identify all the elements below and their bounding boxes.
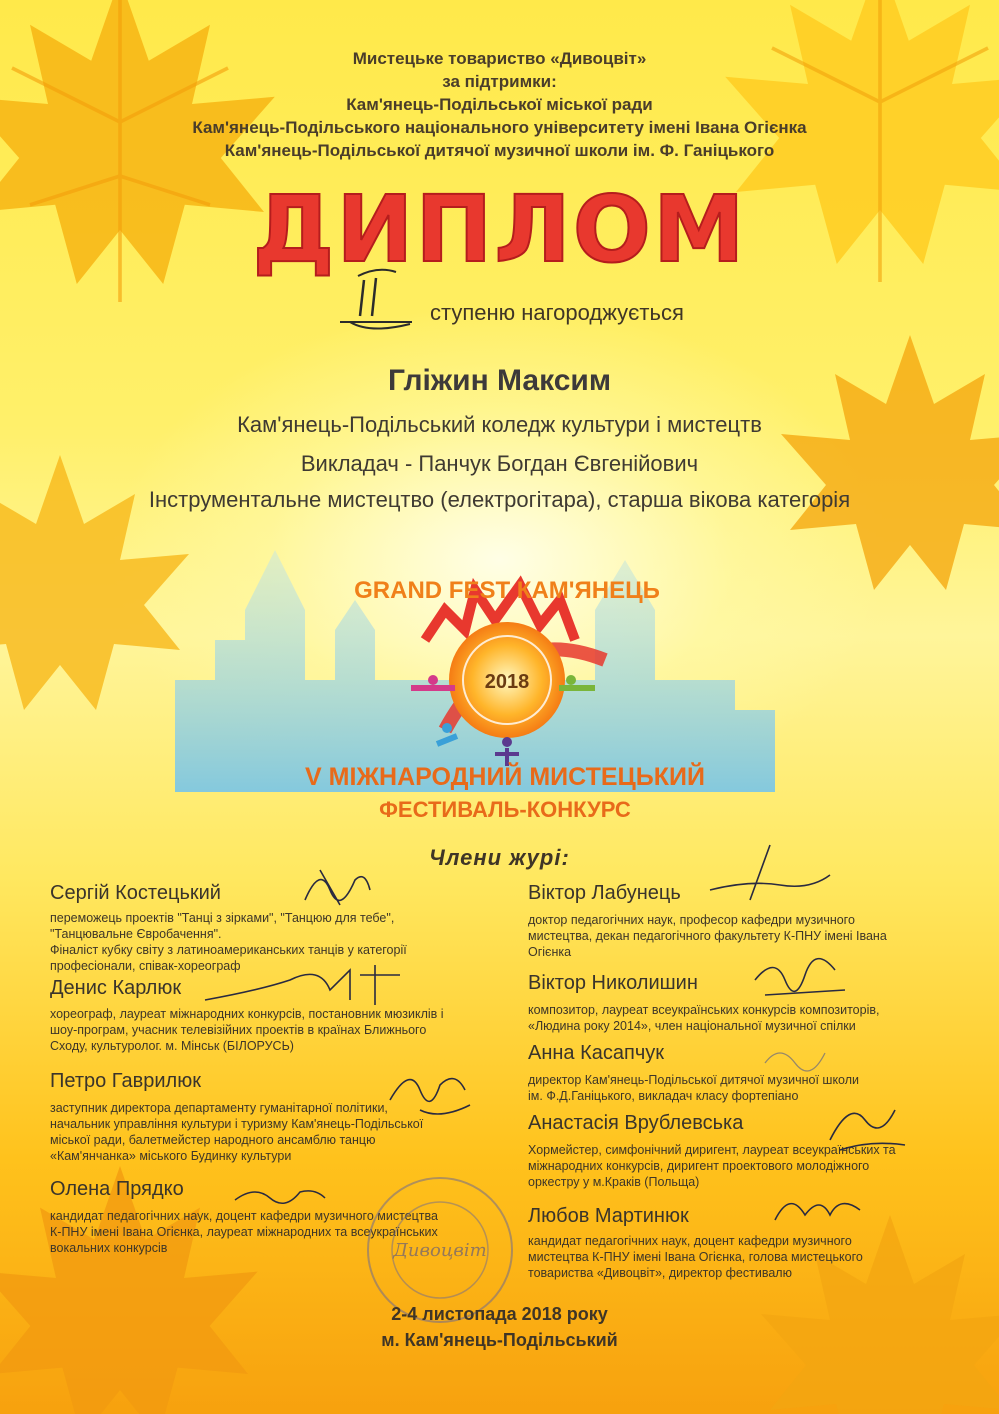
university-line: Кам'янець-Подільського національного університету імені Івана Огієнка bbox=[192, 118, 807, 137]
jury-desc-line: кандидат педагогічних наук, доцент кафедри музичного мистецтва bbox=[50, 1209, 438, 1223]
signature-icon bbox=[380, 1060, 480, 1120]
signature-icon bbox=[230, 1180, 330, 1210]
jury-desc-line: професіонали, співак-хореограф bbox=[50, 959, 241, 973]
jury-name: Сергій Костецький bbox=[50, 882, 221, 904]
jury-name: Анастасія Врублевська bbox=[528, 1112, 744, 1134]
event-date: 2-4 листопада 2018 року bbox=[391, 1304, 608, 1324]
jury-desc-line: мистецтва К-ПНУ імені Івана Огієнка, голова мистецького bbox=[528, 1250, 863, 1264]
festival-logo bbox=[175, 530, 835, 840]
jury-name: Любов Мартинюк bbox=[528, 1205, 689, 1227]
signature-icon bbox=[200, 960, 420, 1010]
jury-desc-line: доктор педагогічних наук, професор кафедри музичного bbox=[528, 913, 855, 927]
signature-icon bbox=[770, 1185, 870, 1230]
jury-desc-line: К-ПНУ імені Івана Огієнка, лауреат міжнародних та всеукраїнських bbox=[50, 1225, 438, 1239]
jury-desc-line: міжнародних конкурсів, диригент проектового молодіжного bbox=[528, 1159, 870, 1173]
jury-desc-line: товариства «Дивоцвіт», директор фестивалю bbox=[528, 1266, 792, 1280]
svg-text:Дивоцвіт: Дивоцвіт bbox=[393, 1240, 487, 1261]
laureate-category: Інструментальне мистецтво (електрогітара), старша вікова категорія bbox=[148, 487, 851, 512]
festival-name-line2: ФЕСТИВАЛЬ-КОНКУРС bbox=[379, 797, 631, 822]
jury-name: Денис Карлюк bbox=[50, 977, 182, 999]
festival-logo-text: GRAND FEST КАМ'ЯНЕЦЬ bbox=[354, 577, 660, 604]
jury-description bbox=[528, 1233, 863, 1281]
laureate-name: Гліжин Максим bbox=[387, 364, 612, 397]
jury-desc-line: «Людина року 2014», член національної музичної спілки bbox=[528, 1019, 856, 1033]
jury-name: Віктор Лабунець bbox=[528, 882, 681, 904]
jury-desc-line: директор Кам'янець-Подільської дитячої музичної школи bbox=[528, 1073, 860, 1087]
jury-description bbox=[50, 1006, 444, 1054]
festival-name-line1: V МІЖНАРОДНИЙ МИСТЕЦЬКИЙ bbox=[305, 763, 705, 791]
jury-title: Члени журі: bbox=[429, 845, 570, 870]
signature-icon bbox=[300, 860, 380, 910]
jury-desc-line: вокальних конкурсів bbox=[50, 1241, 168, 1255]
event-city: м. Кам'янець-Подільський bbox=[381, 1330, 618, 1350]
jury-desc-line: переможець проектів "Танці з зірками", "Танцюю для тебе", bbox=[50, 911, 395, 925]
degree-label: ступеню нагороджується bbox=[430, 300, 684, 325]
city-council-line: Кам'янець-Подільської міської ради bbox=[346, 95, 653, 114]
diploma-title: ДИПЛОМ bbox=[252, 176, 747, 283]
organizer-line: Мистецьке товариство «Дивоцвіт» bbox=[352, 49, 647, 68]
music-school-line: Кам'янець-Подільської дитячої музичної школи ім. Ф. Ганіцького bbox=[224, 141, 775, 160]
jury-name: Анна Касапчук bbox=[528, 1042, 665, 1064]
jury-desc-line: композитор, лауреат всеукраїнських конкурсів композиторів, bbox=[528, 1003, 880, 1017]
jury-desc-line: "Танцювальне Євробачення". bbox=[50, 927, 222, 941]
support-line: за підтримки: bbox=[442, 72, 557, 91]
jury-desc-line: Хормейстер, симфонічний диригент, лауреат всеукраїнських та bbox=[528, 1143, 896, 1157]
signature-icon bbox=[760, 1038, 840, 1073]
jury-desc-line: начальник управління культури і туризму Кам'янець-Подільської bbox=[50, 1117, 424, 1131]
jury-description bbox=[50, 1100, 423, 1164]
jury-name: Петро Гаврилюк bbox=[50, 1070, 201, 1092]
signature-icon bbox=[700, 840, 840, 910]
jury-desc-line: міської ради, балетмейстер народного ансамблю танцю bbox=[50, 1133, 376, 1147]
jury-desc-line: хореограф, лауреат міжнародних конкурсів, постановник мюзиклів і bbox=[50, 1007, 444, 1021]
signature-icon bbox=[745, 950, 855, 1010]
jury-desc-line: Огієнка bbox=[528, 945, 572, 959]
jury-desc-line: мистецтва, декан педагогічного факультету К-ПНУ імені Івана bbox=[528, 929, 887, 943]
jury-name: Олена Прядко bbox=[50, 1178, 184, 1200]
laureate-college: Кам'янець-Подільський коледж культури і мистецтв bbox=[237, 412, 762, 437]
jury-desc-line: «Кам'янчанка» міського Будинку культури bbox=[50, 1149, 292, 1163]
handwritten-degree-mark bbox=[330, 262, 420, 342]
festival-year: 2018 bbox=[484, 671, 530, 693]
jury-desc-line: Сходу, культуролог. м. Мінськ (БІЛОРУСЬ) bbox=[50, 1039, 294, 1053]
signature-icon bbox=[820, 1090, 910, 1160]
jury-desc-line: кандидат педагогічних наук, доцент кафедри музичного bbox=[528, 1234, 852, 1248]
jury-name: Віктор Николишин bbox=[528, 972, 698, 994]
laureate-teacher: Викладач - Панчук Богдан Євгенійович bbox=[300, 451, 699, 476]
jury-description bbox=[528, 1072, 859, 1104]
jury-desc-line: оркестру у м.Краків (Польща) bbox=[528, 1175, 700, 1189]
jury-desc-line: шоу-програм, учасник телевізійних проектів в країнах Ближнього bbox=[50, 1023, 427, 1037]
jury-desc-line: заступник директора департаменту гуманітарної політики, bbox=[50, 1101, 388, 1115]
jury-desc-line: Фіналіст кубку світу з латиноамериканських танців у категорії bbox=[50, 943, 407, 957]
jury-desc-line: ім. Ф.Д.Ганіцького, викладач класу фортепіано bbox=[528, 1089, 799, 1103]
